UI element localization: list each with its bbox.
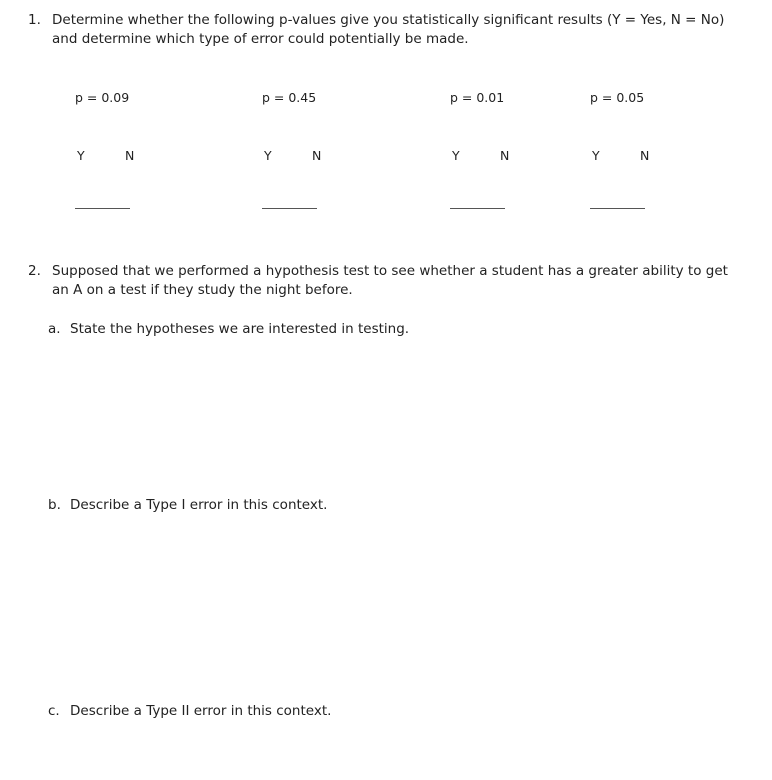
yes-no-options [590, 148, 649, 163]
question-2-text: Supposed that we performed a hypothesis test to see whether a student has a greater ability to get an A on a test if they study the night before. [52, 263, 728, 298]
no-option[interactable]: N [640, 148, 650, 163]
part-text: State the hypotheses we are interested in testing. [70, 321, 410, 337]
answer-blank[interactable] [75, 208, 130, 209]
answer-blank[interactable] [262, 208, 317, 209]
pvalue-label: p = 0.45 [262, 90, 317, 105]
yes-no-options [262, 148, 321, 163]
yes-option[interactable]: Y [77, 148, 85, 163]
yes-no-options [75, 148, 134, 163]
yes-option[interactable]: Y [264, 148, 272, 163]
answer-blank[interactable] [450, 208, 505, 209]
part-text: Describe a Type I error in this context. [70, 497, 328, 513]
yes-no-options [450, 148, 509, 163]
part-letter: a. [48, 321, 61, 337]
yes-option[interactable]: Y [592, 148, 600, 163]
no-option[interactable]: N [312, 148, 322, 163]
part-letter: c. [48, 703, 60, 719]
question-1-number: 1. [28, 12, 41, 28]
yes-option[interactable]: Y [452, 148, 460, 163]
answer-blank[interactable] [590, 208, 645, 209]
pvalue-label: p = 0.05 [590, 90, 645, 105]
part-letter: b. [48, 497, 61, 513]
no-option[interactable]: N [500, 148, 510, 163]
no-option[interactable]: N [125, 148, 135, 163]
pvalue-label: p = 0.09 [75, 90, 130, 105]
question-2-number: 2. [28, 263, 41, 279]
part-text: Describe a Type II error in this context. [70, 703, 332, 719]
question-1-text: Determine whether the following p-values give you statistically significant results (Y = Yes, N = No) and determine which type of error could potentially be made. [52, 12, 725, 47]
pvalue-label: p = 0.01 [450, 90, 505, 105]
